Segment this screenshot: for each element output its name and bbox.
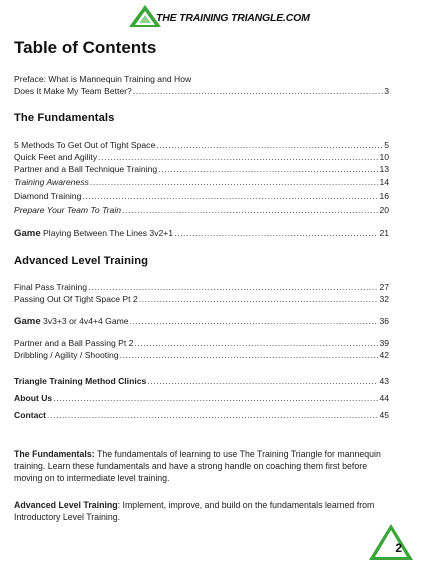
game-title: Playing Between The Lines 3v2+1 xyxy=(40,228,174,238)
game-title: 3v3+3 or 4v4+4 Game xyxy=(40,316,129,326)
corner-triangle-icon xyxy=(368,523,414,561)
leader-dots xyxy=(147,376,378,387)
toc-page-number: 14 xyxy=(379,177,389,187)
toc-page-number: 16 xyxy=(379,191,389,201)
leader-dots xyxy=(47,410,378,421)
game-label: Game xyxy=(14,228,41,239)
toc-page-number: 42 xyxy=(379,350,389,360)
logo xyxy=(128,4,310,28)
toc-entry-label: Triangle Training Method Clinics xyxy=(14,376,147,386)
toc-entry[interactable] xyxy=(14,294,389,305)
toc-entry-label: Diamond Training xyxy=(14,191,82,201)
description-text: : Implement, improve, and build on the fundamentals learned from Introductory Level Training. xyxy=(14,500,375,522)
toc-page-number: 10 xyxy=(379,152,389,162)
toc-page-number: 43 xyxy=(379,376,389,386)
toc-entry-clinics[interactable] xyxy=(14,376,389,387)
toc-entry-label: Final Pass Training xyxy=(14,282,88,292)
toc-entry-preface[interactable] xyxy=(14,86,389,97)
game-label: Game xyxy=(14,316,41,327)
toc-entry-label: Prepare Your Team To Train xyxy=(14,205,122,215)
toc-entry-label: 5 Methods To Get Out of Tight Space xyxy=(14,140,156,150)
leader-dots xyxy=(90,177,379,188)
leader-dots xyxy=(88,282,378,293)
preface-line1: Preface: What is Mannequin Training and How xyxy=(14,74,192,84)
toc-entry[interactable] xyxy=(14,282,389,293)
toc-entry-label xyxy=(14,316,129,327)
description-label: Advanced Level Training xyxy=(14,500,118,510)
toc-entry-label: About Us xyxy=(14,393,53,403)
toc-entry[interactable] xyxy=(14,205,389,216)
toc-entry-label: Dribbling / Agility / Shooting xyxy=(14,350,119,360)
leader-dots xyxy=(53,393,378,404)
toc-page-number: 21 xyxy=(379,228,389,238)
page-number: 2 xyxy=(395,541,402,555)
toc-page-number: 36 xyxy=(379,316,389,326)
toc-entry-about[interactable] xyxy=(14,393,389,404)
toc-entry-game[interactable] xyxy=(14,316,389,327)
toc-page-number: 13 xyxy=(379,164,389,174)
toc-entry-game[interactable] xyxy=(14,228,389,239)
toc-entry-label: Contact xyxy=(14,410,46,420)
toc-entry[interactable] xyxy=(14,152,389,163)
toc-page-number: 39 xyxy=(379,338,389,348)
toc-page-number: 45 xyxy=(379,410,389,420)
toc-entry[interactable] xyxy=(14,191,389,202)
toc-entry-label xyxy=(14,228,173,239)
toc-entry-label: Quick Feet and Agility xyxy=(14,152,98,162)
toc-entry[interactable] xyxy=(14,140,389,151)
logo-text: THE TRAINING TRIANGLE.COM xyxy=(156,12,310,24)
toc-entry[interactable] xyxy=(14,177,389,188)
description-label: The Fundamentals: xyxy=(14,449,95,459)
toc-page-number: 3 xyxy=(384,86,389,96)
page-title: Table of Contents xyxy=(14,38,157,57)
toc-entry-label: Does It Make My Team Better? xyxy=(14,86,132,96)
description-fundamentals xyxy=(14,448,394,484)
toc-entry-label: Partner and a Ball Passing Pt 2 xyxy=(14,338,134,348)
leader-dots xyxy=(134,338,378,349)
leader-dots xyxy=(98,152,378,163)
leader-dots xyxy=(156,140,383,151)
leader-dots xyxy=(122,205,378,216)
leader-dots xyxy=(82,191,378,202)
leader-dots xyxy=(139,294,379,305)
toc-entry[interactable] xyxy=(14,338,389,349)
leader-dots xyxy=(133,86,383,97)
section-heading-advanced: Advanced Level Training xyxy=(14,255,149,267)
toc-page-number: 5 xyxy=(384,140,389,150)
toc-page-number: 27 xyxy=(379,282,389,292)
leader-dots xyxy=(130,316,379,327)
toc-entry-label: Partner and a Ball Technique Training xyxy=(14,164,158,174)
leader-dots xyxy=(158,164,378,175)
description-advanced xyxy=(14,499,394,523)
toc-entry-contact[interactable] xyxy=(14,410,389,421)
leader-dots xyxy=(120,350,379,361)
description-text: The fundamentals of learning to use The Training Triangle for mannequin training. Learn these fundamentals and have a strong handle on coaching them first before moving on to intermediate level training. xyxy=(14,449,381,483)
toc-page-number: 44 xyxy=(379,393,389,403)
toc-entry[interactable] xyxy=(14,350,389,361)
leader-dots xyxy=(174,228,378,239)
toc-entry-label: Passing Out Of Tight Space Pt 2 xyxy=(14,294,138,304)
toc-page-number: 32 xyxy=(379,294,389,304)
toc-entry[interactable] xyxy=(14,164,389,175)
toc-entry-label: Training Awareness xyxy=(14,177,89,187)
section-heading-fundamentals: The Fundamentals xyxy=(14,112,115,124)
toc-page-number: 20 xyxy=(379,205,389,215)
